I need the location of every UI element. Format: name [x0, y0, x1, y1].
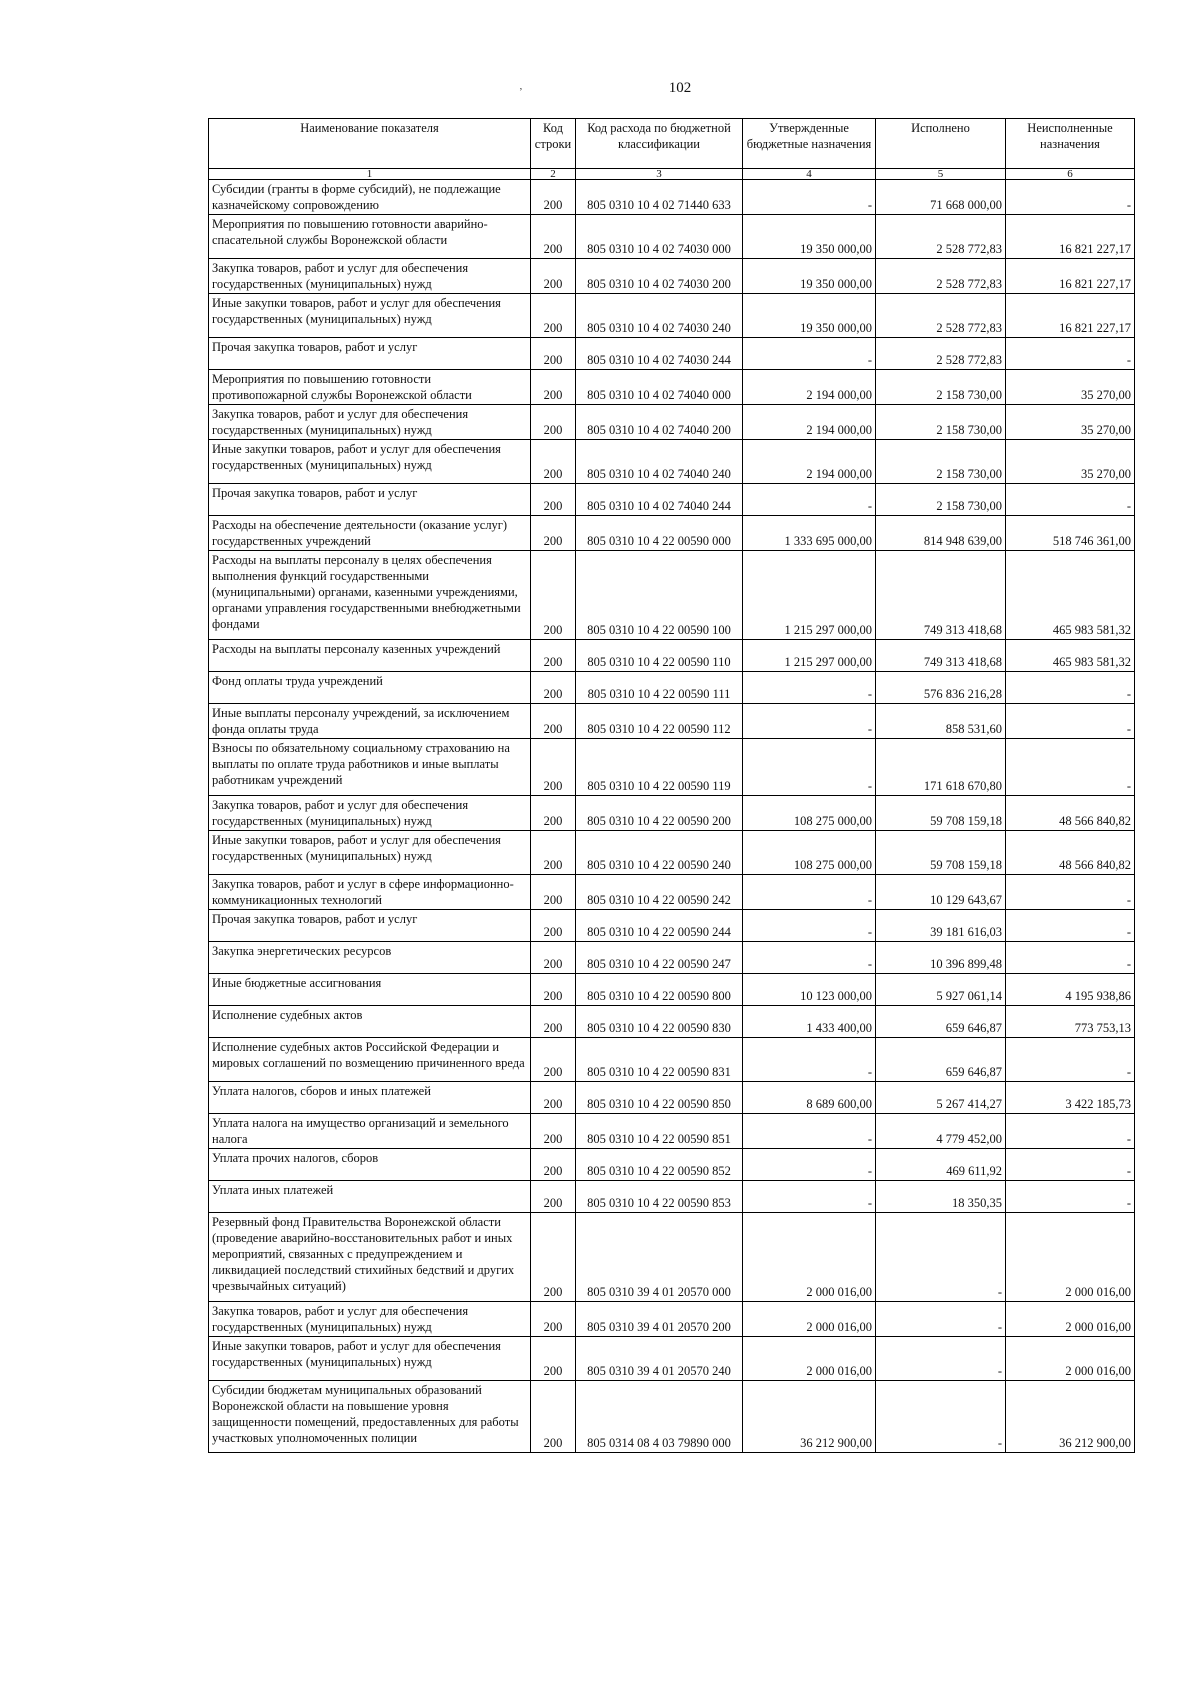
classification-code: 805 0310 10 4 02 74040 244 [576, 484, 743, 516]
classification-code: 805 0310 10 4 22 00590 240 [576, 831, 743, 875]
page-number: 102 [668, 80, 692, 96]
unexecuted-amount: 16 821 227,17 [1006, 259, 1135, 294]
executed-amount: 4 779 452,00 [876, 1114, 1006, 1149]
row-name: Расходы на обеспечение деятельности (оказание услуг) государственных учреждений [209, 516, 531, 551]
classification-code: 805 0310 10 4 22 00590 850 [576, 1082, 743, 1114]
approved-amount: 1 215 297 000,00 [743, 551, 876, 640]
column-number: 5 [876, 169, 1006, 180]
table-row [209, 294, 1135, 338]
approved-amount: 2 000 016,00 [743, 1302, 876, 1337]
executed-amount: - [876, 1302, 1006, 1337]
unexecuted-amount: - [1006, 910, 1135, 942]
column-number: 2 [531, 169, 576, 180]
table-row [209, 739, 1135, 796]
row-code: 200 [531, 1181, 576, 1213]
row-name: Взносы по обязательному социальному страхованию на выплаты по оплате труда работников и иные выплаты работникам учреждений [209, 739, 531, 796]
approved-amount: 2 194 000,00 [743, 440, 876, 484]
row-code: 200 [531, 180, 576, 215]
row-name: Уплата иных платежей [209, 1181, 531, 1213]
row-code: 200 [531, 1302, 576, 1337]
header-name: Наименование показателя [209, 119, 531, 169]
unexecuted-amount: 3 422 185,73 [1006, 1082, 1135, 1114]
approved-amount: - [743, 942, 876, 974]
header-unexecuted: Неисполненные назначения [1006, 119, 1135, 169]
classification-code: 805 0310 10 4 22 00590 800 [576, 974, 743, 1006]
column-number-row [209, 169, 1135, 180]
unexecuted-amount: - [1006, 1149, 1135, 1181]
row-name: Иные закупки товаров, работ и услуг для обеспечения государственных (муниципальных) нужд [209, 1337, 531, 1381]
executed-amount: 2 158 730,00 [876, 440, 1006, 484]
executed-amount: 659 646,87 [876, 1006, 1006, 1038]
unexecuted-amount: - [1006, 672, 1135, 704]
row-name: Мероприятия по повышению готовности аварийно-спасательной службы Воронежской области [209, 215, 531, 259]
classification-code: 805 0314 08 4 03 79890 000 [576, 1381, 743, 1453]
table-row [209, 338, 1135, 370]
header-row-code: Код строки [531, 119, 576, 169]
row-code: 200 [531, 551, 576, 640]
classification-code: 805 0310 10 4 02 74030 240 [576, 294, 743, 338]
approved-amount: 1 215 297 000,00 [743, 640, 876, 672]
row-name: Иные закупки товаров, работ и услуг для обеспечения государственных (муниципальных) нужд [209, 294, 531, 338]
unexecuted-amount: 2 000 016,00 [1006, 1337, 1135, 1381]
executed-amount: 2 528 772,83 [876, 294, 1006, 338]
table-row [209, 180, 1135, 215]
executed-amount: 59 708 159,18 [876, 796, 1006, 831]
classification-code: 805 0310 10 4 22 00590 830 [576, 1006, 743, 1038]
executed-amount: 10 396 899,48 [876, 942, 1006, 974]
row-code: 200 [531, 1114, 576, 1149]
classification-code: 805 0310 10 4 22 00590 247 [576, 942, 743, 974]
table-row [209, 672, 1135, 704]
unexecuted-amount: - [1006, 1114, 1135, 1149]
row-code: 200 [531, 370, 576, 405]
table-row [209, 551, 1135, 640]
column-number: 3 [576, 169, 743, 180]
classification-code: 805 0310 39 4 01 20570 000 [576, 1213, 743, 1302]
unexecuted-amount: 16 821 227,17 [1006, 294, 1135, 338]
executed-amount: 469 611,92 [876, 1149, 1006, 1181]
approved-amount: 2 194 000,00 [743, 370, 876, 405]
approved-amount: 1 333 695 000,00 [743, 516, 876, 551]
executed-amount: 10 129 643,67 [876, 875, 1006, 910]
unexecuted-amount: 36 212 900,00 [1006, 1381, 1135, 1453]
row-code: 200 [531, 1006, 576, 1038]
row-name: Расходы на выплаты персоналу казенных учреждений [209, 640, 531, 672]
unexecuted-amount: - [1006, 875, 1135, 910]
approved-amount: 2 000 016,00 [743, 1213, 876, 1302]
executed-amount: 749 313 418,68 [876, 640, 1006, 672]
row-name: Субсидии бюджетам муниципальных образований Воронежской области на повышение уровня защищенности помещений, предоставленных для работы участковых уполномоченных полиции [209, 1381, 531, 1453]
approved-amount: - [743, 875, 876, 910]
row-code: 200 [531, 405, 576, 440]
classification-code: 805 0310 10 4 22 00590 853 [576, 1181, 743, 1213]
executed-amount: 576 836 216,28 [876, 672, 1006, 704]
row-code: 200 [531, 294, 576, 338]
row-name: Уплата налогов, сборов и иных платежей [209, 1082, 531, 1114]
row-name: Исполнение судебных актов Российской Федерации и мировых соглашений по возмещению причиненного вреда [209, 1038, 531, 1082]
approved-amount: - [743, 1149, 876, 1181]
classification-code: 805 0310 10 4 22 00590 242 [576, 875, 743, 910]
row-name: Закупка товаров, работ и услуг для обеспечения государственных (муниципальных) нужд [209, 796, 531, 831]
table-row [209, 215, 1135, 259]
row-code: 200 [531, 831, 576, 875]
classification-code: 805 0310 10 4 22 00590 000 [576, 516, 743, 551]
column-number: 4 [743, 169, 876, 180]
approved-amount: 8 689 600,00 [743, 1082, 876, 1114]
row-name: Закупка товаров, работ и услуг для обеспечения государственных (муниципальных) нужд [209, 259, 531, 294]
executed-amount: 749 313 418,68 [876, 551, 1006, 640]
unexecuted-amount: - [1006, 1038, 1135, 1082]
row-name: Закупка товаров, работ и услуг для обеспечения государственных (муниципальных) нужд [209, 1302, 531, 1337]
approved-amount: 10 123 000,00 [743, 974, 876, 1006]
row-name: Прочая закупка товаров, работ и услуг [209, 484, 531, 516]
row-code: 200 [531, 1213, 576, 1302]
approved-amount: - [743, 1181, 876, 1213]
table-row [209, 1337, 1135, 1381]
executed-amount: 71 668 000,00 [876, 180, 1006, 215]
classification-code: 805 0310 10 4 22 00590 852 [576, 1149, 743, 1181]
table-row [209, 796, 1135, 831]
unexecuted-amount: 35 270,00 [1006, 405, 1135, 440]
classification-code: 805 0310 10 4 22 00590 244 [576, 910, 743, 942]
approved-amount: 108 275 000,00 [743, 796, 876, 831]
executed-amount: 858 531,60 [876, 704, 1006, 739]
executed-amount: 5 267 414,27 [876, 1082, 1006, 1114]
table-row [209, 910, 1135, 942]
table-row [209, 942, 1135, 974]
row-name: Закупка товаров, работ и услуг для обеспечения государственных (муниципальных) нужд [209, 405, 531, 440]
classification-code: 805 0310 10 4 02 74040 200 [576, 405, 743, 440]
unexecuted-amount: 4 195 938,86 [1006, 974, 1135, 1006]
executed-amount: 59 708 159,18 [876, 831, 1006, 875]
row-code: 200 [531, 1337, 576, 1381]
executed-amount: 2 528 772,83 [876, 215, 1006, 259]
executed-amount: 18 350,35 [876, 1181, 1006, 1213]
approved-amount: - [743, 484, 876, 516]
row-name: Мероприятия по повышению готовности противопожарной службы Воронежской области [209, 370, 531, 405]
unexecuted-amount: 35 270,00 [1006, 440, 1135, 484]
row-name: Закупка товаров, работ и услуг в сфере информационно-коммуникационных технологий [209, 875, 531, 910]
executed-amount: 2 158 730,00 [876, 405, 1006, 440]
classification-code: 805 0310 39 4 01 20570 200 [576, 1302, 743, 1337]
table-row [209, 1181, 1135, 1213]
executed-amount: - [876, 1213, 1006, 1302]
approved-amount: 36 212 900,00 [743, 1381, 876, 1453]
table-body [209, 180, 1135, 1453]
row-code: 200 [531, 215, 576, 259]
row-code: 200 [531, 875, 576, 910]
unexecuted-amount: 16 821 227,17 [1006, 215, 1135, 259]
column-number: 1 [209, 169, 531, 180]
row-code: 200 [531, 338, 576, 370]
classification-code: 805 0310 10 4 02 74030 000 [576, 215, 743, 259]
unexecuted-amount: 48 566 840,82 [1006, 831, 1135, 875]
executed-amount: 5 927 061,14 [876, 974, 1006, 1006]
approved-amount: 19 350 000,00 [743, 215, 876, 259]
budget-execution-table [208, 118, 1135, 1453]
table-row [209, 516, 1135, 551]
row-code: 200 [531, 910, 576, 942]
classification-code: 805 0310 10 4 22 00590 200 [576, 796, 743, 831]
scan-mark-icon: ʼ [519, 86, 523, 98]
row-code: 200 [531, 516, 576, 551]
unexecuted-amount: 465 983 581,32 [1006, 551, 1135, 640]
table-row [209, 640, 1135, 672]
row-code: 200 [531, 1149, 576, 1181]
unexecuted-amount: 2 000 016,00 [1006, 1213, 1135, 1302]
executed-amount: 2 158 730,00 [876, 484, 1006, 516]
executed-amount: 2 158 730,00 [876, 370, 1006, 405]
approved-amount: - [743, 338, 876, 370]
unexecuted-amount: 518 746 361,00 [1006, 516, 1135, 551]
table-row [209, 1038, 1135, 1082]
row-code: 200 [531, 942, 576, 974]
table-row [209, 704, 1135, 739]
classification-code: 805 0310 10 4 02 74040 000 [576, 370, 743, 405]
row-code: 200 [531, 1038, 576, 1082]
approved-amount: - [743, 1038, 876, 1082]
classification-code: 805 0310 10 4 22 00590 851 [576, 1114, 743, 1149]
row-code: 200 [531, 484, 576, 516]
approved-amount: 19 350 000,00 [743, 294, 876, 338]
table-row [209, 875, 1135, 910]
row-name: Закупка энергетических ресурсов [209, 942, 531, 974]
table-row [209, 1149, 1135, 1181]
classification-code: 805 0310 10 4 02 74040 240 [576, 440, 743, 484]
row-code: 200 [531, 974, 576, 1006]
approved-amount: - [743, 672, 876, 704]
approved-amount: 108 275 000,00 [743, 831, 876, 875]
table-row [209, 440, 1135, 484]
unexecuted-amount: 773 753,13 [1006, 1006, 1135, 1038]
row-name: Фонд оплаты труда учреждений [209, 672, 531, 704]
unexecuted-amount: 35 270,00 [1006, 370, 1135, 405]
row-name: Иные закупки товаров, работ и услуг для обеспечения государственных (муниципальных) нужд [209, 440, 531, 484]
header-approved: Утвержденные бюджетные назначения [743, 119, 876, 169]
table-row [209, 1213, 1135, 1302]
row-code: 200 [531, 796, 576, 831]
header-executed: Исполнено [876, 119, 1006, 169]
table-row [209, 1082, 1135, 1114]
row-name: Прочая закупка товаров, работ и услуг [209, 910, 531, 942]
classification-code: 805 0310 10 4 22 00590 110 [576, 640, 743, 672]
approved-amount: - [743, 704, 876, 739]
unexecuted-amount: 48 566 840,82 [1006, 796, 1135, 831]
classification-code: 805 0310 10 4 02 74030 200 [576, 259, 743, 294]
unexecuted-amount: - [1006, 1181, 1135, 1213]
unexecuted-amount: - [1006, 180, 1135, 215]
row-name: Уплата налога на имущество организаций и земельного налога [209, 1114, 531, 1149]
row-name: Иные закупки товаров, работ и услуг для обеспечения государственных (муниципальных) нужд [209, 831, 531, 875]
executed-amount: - [876, 1381, 1006, 1453]
row-code: 200 [531, 1381, 576, 1453]
approved-amount: 2 000 016,00 [743, 1337, 876, 1381]
executed-amount: 171 618 670,80 [876, 739, 1006, 796]
approved-amount: - [743, 180, 876, 215]
row-code: 200 [531, 739, 576, 796]
row-code: 200 [531, 440, 576, 484]
classification-code: 805 0310 10 4 22 00590 100 [576, 551, 743, 640]
table-row [209, 484, 1135, 516]
row-code: 200 [531, 672, 576, 704]
column-number: 6 [1006, 169, 1135, 180]
row-name: Прочая закупка товаров, работ и услуг [209, 338, 531, 370]
classification-code: 805 0310 10 4 02 71440 633 [576, 180, 743, 215]
table-row [209, 974, 1135, 1006]
approved-amount: - [743, 910, 876, 942]
executed-amount: 659 646,87 [876, 1038, 1006, 1082]
unexecuted-amount: - [1006, 942, 1135, 974]
row-name: Уплата прочих налогов, сборов [209, 1149, 531, 1181]
table-row [209, 259, 1135, 294]
header-classification: Код расхода по бюджетной классификации [576, 119, 743, 169]
row-code: 200 [531, 704, 576, 739]
classification-code: 805 0310 39 4 01 20570 240 [576, 1337, 743, 1381]
approved-amount: - [743, 739, 876, 796]
table-row [209, 1302, 1135, 1337]
row-code: 200 [531, 640, 576, 672]
approved-amount: 2 194 000,00 [743, 405, 876, 440]
table-row [209, 370, 1135, 405]
classification-code: 805 0310 10 4 22 00590 111 [576, 672, 743, 704]
classification-code: 805 0310 10 4 22 00590 112 [576, 704, 743, 739]
table-row [209, 1381, 1135, 1453]
executed-amount: 2 528 772,83 [876, 259, 1006, 294]
table-row [209, 1006, 1135, 1038]
approved-amount: 19 350 000,00 [743, 259, 876, 294]
executed-amount: 39 181 616,03 [876, 910, 1006, 942]
row-code: 200 [531, 259, 576, 294]
table-header-row [209, 119, 1135, 169]
unexecuted-amount: - [1006, 338, 1135, 370]
unexecuted-amount: - [1006, 484, 1135, 516]
executed-amount: 814 948 639,00 [876, 516, 1006, 551]
unexecuted-amount: 2 000 016,00 [1006, 1302, 1135, 1337]
row-name: Субсидии (гранты в форме субсидий), не подлежащие казначейскому сопровождению [209, 180, 531, 215]
table-row [209, 1114, 1135, 1149]
table-row [209, 405, 1135, 440]
classification-code: 805 0310 10 4 22 00590 831 [576, 1038, 743, 1082]
row-name: Расходы на выплаты персоналу в целях обеспечения выполнения функций государственными (муниципальными) органами, казенными учреждениями, органами управления государственными внебюджетными фондами [209, 551, 531, 640]
row-name: Резервный фонд Правительства Воронежской области (проведение аварийно-восстановительных работ и иных мероприятий, связанных с предупреждением и ликвидацией последствий стихийных бедствий и других чрезвычайных ситуаций) [209, 1213, 531, 1302]
row-code: 200 [531, 1082, 576, 1114]
classification-code: 805 0310 10 4 22 00590 119 [576, 739, 743, 796]
unexecuted-amount: 465 983 581,32 [1006, 640, 1135, 672]
unexecuted-amount: - [1006, 704, 1135, 739]
unexecuted-amount: - [1006, 739, 1135, 796]
executed-amount: 2 528 772,83 [876, 338, 1006, 370]
row-name: Иные бюджетные ассигнования [209, 974, 531, 1006]
approved-amount: - [743, 1114, 876, 1149]
classification-code: 805 0310 10 4 02 74030 244 [576, 338, 743, 370]
row-name: Исполнение судебных актов [209, 1006, 531, 1038]
executed-amount: - [876, 1337, 1006, 1381]
approved-amount: 1 433 400,00 [743, 1006, 876, 1038]
row-name: Иные выплаты персоналу учреждений, за исключением фонда оплаты труда [209, 704, 531, 739]
table-row [209, 831, 1135, 875]
